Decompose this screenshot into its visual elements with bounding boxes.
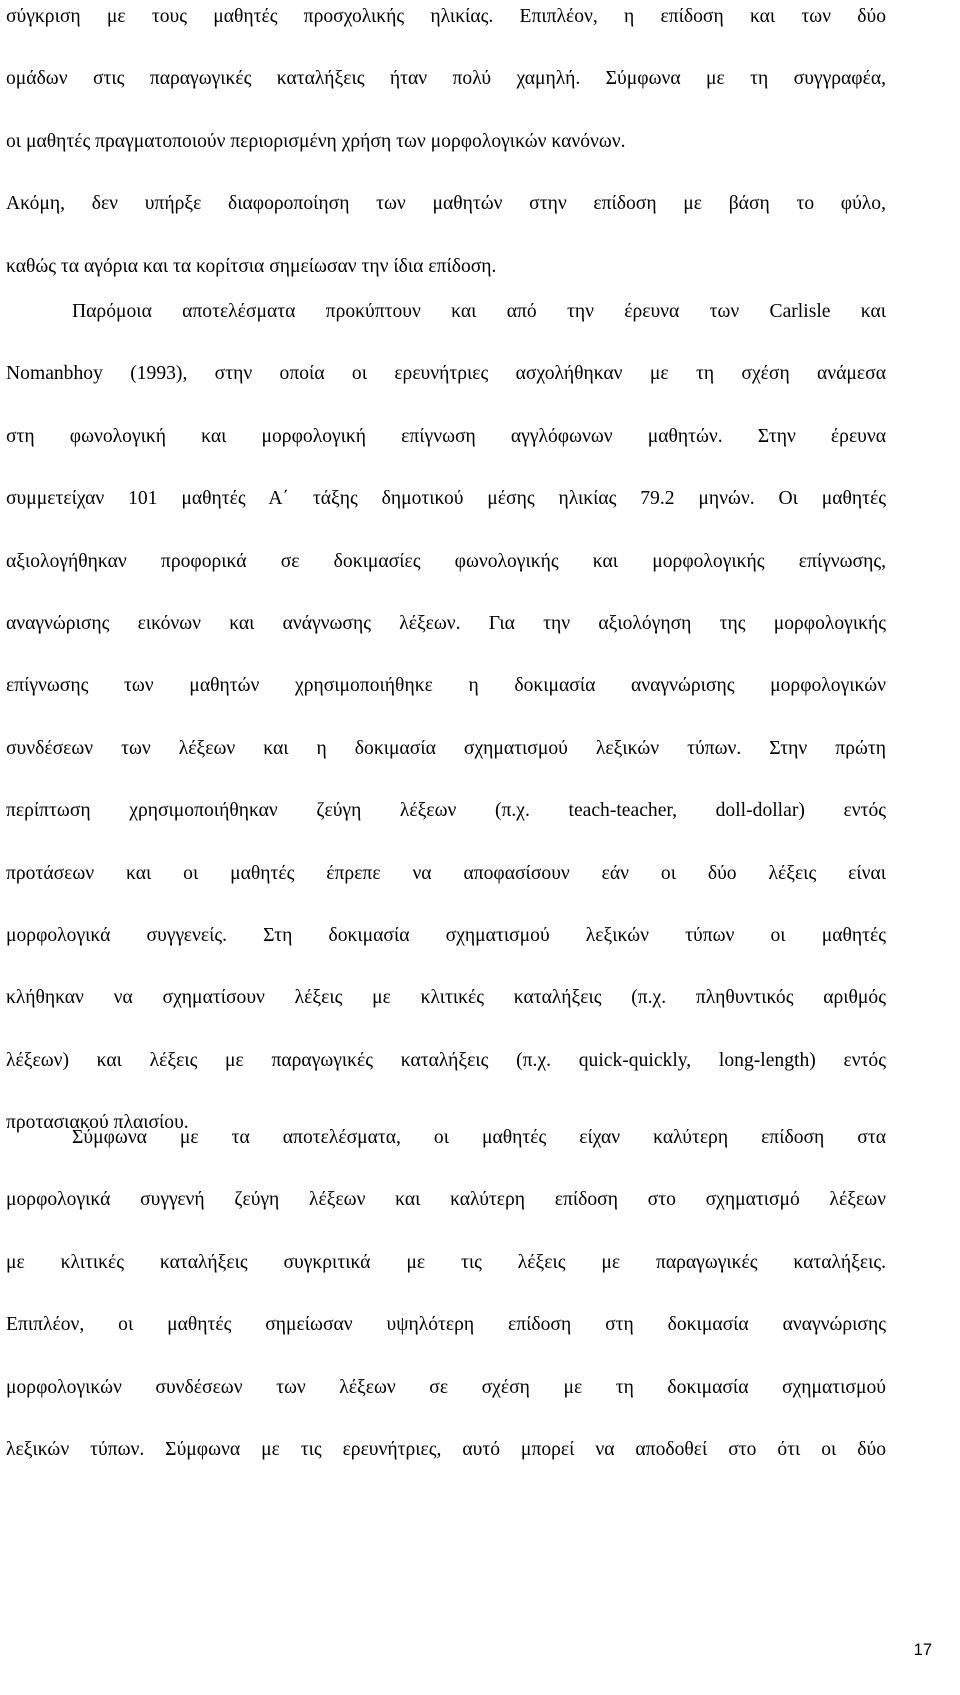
- text-line: Σύμφωνα με τα αποτελέσματα, οι μαθητές είχαν καλύτερη επίδοση στα: [72, 1127, 886, 1148]
- text-line: προτασιακού πλαισίου.: [6, 1112, 189, 1134]
- text-line: συμμετείχαν 101 μαθητές Α΄ τάξης δημοτικού μέσης ηλικίας 79.2 μηνών. Οι μαθητές: [6, 488, 886, 510]
- paragraph-3: [6, 1107, 886, 1481]
- text-line: περίπτωση χρησιμοποιήθηκαν ζεύγη λέξεων (π.χ. teach-teacher, doll-dollar) εντός: [6, 800, 886, 822]
- text-line: μορφολογικά συγγενείς. Στη δοκιμασία σχηματισμού λεξικών τύπων οι μαθητές: [6, 924, 886, 946]
- text-line: σύγκριση με τους μαθητές προσχολικής ηλικίας. Επιπλέον, η επίδοση και των δύο: [6, 6, 886, 27]
- paragraph-2: [6, 281, 886, 1154]
- text-line: αξιολογήθηκαν προφορικά σε δοκιμασίες φωνολογικής και μορφολογικής επίγνωσης,: [6, 550, 886, 572]
- text-line: προτάσεων και οι μαθητές έπρεπε να αποφασίσουν εάν οι δύο λέξεις είναι: [6, 862, 886, 884]
- text-line: λέξεων) και λέξεις με παραγωγικές καταλήξεις (π.χ. quick-quickly, long-length) εντός: [6, 1049, 886, 1071]
- text-line: αναγνώρισης εικόνων και ανάγνωσης λέξεων. Για την αξιολόγηση της μορφολογικής: [6, 612, 886, 634]
- text-line: Παρόμοια αποτελέσματα προκύπτουν και από την έρευνα των Carlisle και: [72, 301, 886, 322]
- text-line: λεξικών τύπων. Σύμφωνα με τις ερευνήτριες, αυτό μπορεί να αποδοθεί στο ότι οι δύο: [6, 1438, 886, 1460]
- text-line: μορφολογικών συνδέσεων των λέξεων σε σχέση με τη δοκιμασία σχηματισμού: [6, 1376, 886, 1398]
- text-line: καθώς τα αγόρια και τα κορίτσια σημείωσαν την ίδια επίδοση.: [6, 255, 497, 277]
- text-line: Ακόμη, δεν υπήρξε διαφοροποίηση των μαθητών στην επίδοση με βάση το φύλο,: [6, 193, 886, 215]
- text-line: κλήθηκαν να σχηματίσουν λέξεις με κλιτικές καταλήξεις (π.χ. πληθυντικός αριθμός: [6, 987, 886, 1009]
- text-line: μορφολογικά συγγενή ζεύγη λέξεων και καλύτερη επίδοση στο σχηματισμό λέξεων: [6, 1189, 886, 1211]
- text-line: συνδέσεων των λέξεων και η δοκιμασία σχηματισμού λεξικών τύπων. Στην πρώτη: [6, 737, 886, 759]
- text-line: με κλιτικές καταλήξεις συγκριτικά με τις λέξεις με παραγωγικές καταλήξεις.: [6, 1251, 886, 1273]
- text-line: Επιπλέον, οι μαθητές σημείωσαν υψηλότερη επίδοση στη δοκιμασία αναγνώρισης: [6, 1314, 886, 1336]
- text-line: επίγνωσης των μαθητών χρησιμοποιήθηκε η δοκιμασία αναγνώρισης μορφολογικών: [6, 675, 886, 697]
- text-line: ομάδων στις παραγωγικές καταλήξεις ήταν πολύ χαμηλή. Σύμφωνα με τη συγγραφέα,: [6, 68, 886, 90]
- page-number: 17: [913, 1641, 932, 1659]
- text-line: οι μαθητές πραγματοποιούν περιορισμένη χρήση των μορφολογικών κανόνων.: [6, 130, 626, 152]
- text-line: Nomanbhoy (1993), στην οποία οι ερευνήτριες ασχολήθηκαν με τη σχέση ανάμεσα: [6, 363, 886, 385]
- paragraph-1: [6, 0, 886, 298]
- text-line: στη φωνολογική και μορφολογική επίγνωση αγγλόφωνων μαθητών. Στην έρευνα: [6, 425, 886, 447]
